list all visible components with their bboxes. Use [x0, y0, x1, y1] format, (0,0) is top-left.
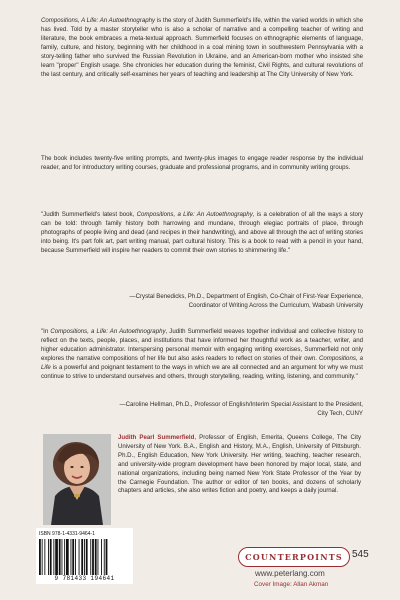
barcode-digits: 9 781433 194641 — [54, 575, 115, 582]
barcode-bar — [59, 539, 61, 575]
barcode-bar — [39, 539, 41, 575]
quote-2-title: Compositions, a Life: An Autoethnography — [50, 328, 166, 335]
quote-1-title: Compositions, a Life: An Autoethnography — [136, 211, 253, 218]
barcode-bar — [81, 539, 83, 575]
barcode-bar — [86, 539, 88, 575]
quote-2-post: is a powerful and poignant testament to the ways in which we are all connected and an argument for why we must continue to strive to understand ourselves and others, through storytelling, reading, writing, listening, and community." — [41, 364, 363, 380]
attribution-1-line-2: Coordinator of Writing Across the Curriculum, Wabash University — [188, 302, 363, 309]
isbn-label: ISBN 978-1-4331-9464-1 — [39, 531, 95, 537]
barcode-bar — [48, 539, 49, 575]
series-number: 545 — [352, 549, 369, 560]
book-features: The book includes twenty-five writing prompts, and twenty-plus images to engage reader response by the individual reader, and for introductory writing courses, graduate and professional programs, and in community writing groups. — [41, 155, 363, 171]
endorsement-quote-2 — [41, 327, 363, 381]
cover-image-credit: Cover Image: Allan Akman — [254, 581, 329, 588]
barcode-bar — [98, 539, 99, 575]
barcode-bar — [72, 539, 74, 575]
series-logo-text: COUNTERPOINTS — [245, 552, 343, 562]
author-bio-text: , Professor of English, Emerita, Queens College, The City University of New York. B.A., English and History, M.A., English, University of Pittsburgh. Ph.D., English Education, New York University. Her writing, teaching, teacher research, and university-wide program development have been honored by major local, state, and national organizations, including being named New York State Professor of the Year by the Carnegie Foundation. The author or editor of ten books, and dozens of scholarly chapters and articles, she also writes fiction and poetry, and keeps a daily journal. — [118, 434, 362, 495]
quote-1-pre: "Judith Summerfield's latest book, — [41, 211, 137, 218]
barcode-bar — [55, 539, 58, 575]
author-name: Judith Pearl Summerfield — [118, 434, 195, 441]
barcode-bar — [50, 539, 52, 575]
barcode-bar — [79, 539, 80, 575]
barcode-bar — [44, 539, 45, 575]
barcode-bar — [101, 539, 102, 575]
barcode-bar — [42, 539, 43, 575]
barcode-bar — [106, 539, 108, 575]
attribution-1-line-1: —Crystal Benedicks, Ph.D., Department of English, Co-Chair of First-Year Experience, — [129, 293, 363, 300]
barcode-bar — [66, 539, 69, 575]
publisher-url[interactable]: www.peterlang.com — [255, 569, 325, 578]
quote-2-mid: , Judith Summerfield weaves together individual and collective history to reflect on the texts, people, places, and institutions that have informed her thoughtful work as a teacher, writer, and higher education administrator. Interspersing personal memoir with engaging writing exercises, Summerfield not only explores the narrative compositions of her life but also asks readers to reflect on stories of their own. — [41, 328, 363, 362]
barcode-bar — [90, 539, 91, 575]
barcode-bars — [39, 539, 130, 575]
barcode-bar — [95, 539, 97, 575]
quote-2-pre: "In — [41, 328, 51, 335]
author-portrait-illustration — [43, 434, 111, 525]
book-description — [41, 16, 363, 79]
attribution-2-line-2: City Tech, CUNY — [317, 410, 363, 417]
isbn-barcode — [36, 528, 133, 584]
barcode-bar — [64, 539, 65, 575]
barcode-bar — [53, 539, 54, 575]
barcode-bar — [75, 539, 76, 575]
endorsement-attribution-1 — [63, 292, 363, 310]
series-logo-counterpoints — [238, 547, 350, 567]
barcode-bar — [104, 539, 105, 575]
author-photo — [43, 434, 111, 525]
author-bio — [118, 434, 361, 496]
book-title: Compositions, A Life: An Autoethnography — [41, 17, 156, 24]
barcode-bar — [62, 539, 63, 575]
barcode-bar — [92, 539, 94, 575]
description-text: is the story of Judith Summerfield's life, within the varied worlds in which she has lived. Told by a master storyteller who is also a scholar of narrative and a compelling teacher of writing and literature, the book embraces a meta-textual approach. Summerfield focuses on ethnographic elements of language, family, culture, and history, beginning with her childhood in a coal mining town in southwestern Pennsylvania with a story-telling father who survived the Russian Revolution in Ukraine, and an American-born mother who insisted she learn "proper" English usage. She chronicles her education during the feminist, Civil Rights, and cultural revolutions of the last century, and critically self-examines her years of teaching and leadership at The City University of New York. — [41, 17, 363, 78]
endorsement-attribution-2 — [63, 400, 363, 418]
quote-2-title-short: Compositions, a Life — [41, 355, 363, 371]
barcode-bar — [84, 539, 85, 575]
quote-1-post: , is a celebration of all the ways a story can be told: through family history both harrowing and mundane, through elegiac portraits of place, through photographs of people living and dead (and recipes in their handwriting), and above all through the act of writing stories into being. It's part folk art, part writing manual, part cultural history. This is a book to read with a pencil in your hand, because Summerfield will inspire her readers to commit their own stories to shimmering life." — [41, 211, 363, 254]
attribution-2-line-1: —Caroline Hellman, Ph.D., Professor of English/Interim Special Assistant to the President, — [119, 401, 363, 408]
endorsement-quote-1 — [41, 210, 363, 255]
barcode-bar — [71, 539, 72, 575]
